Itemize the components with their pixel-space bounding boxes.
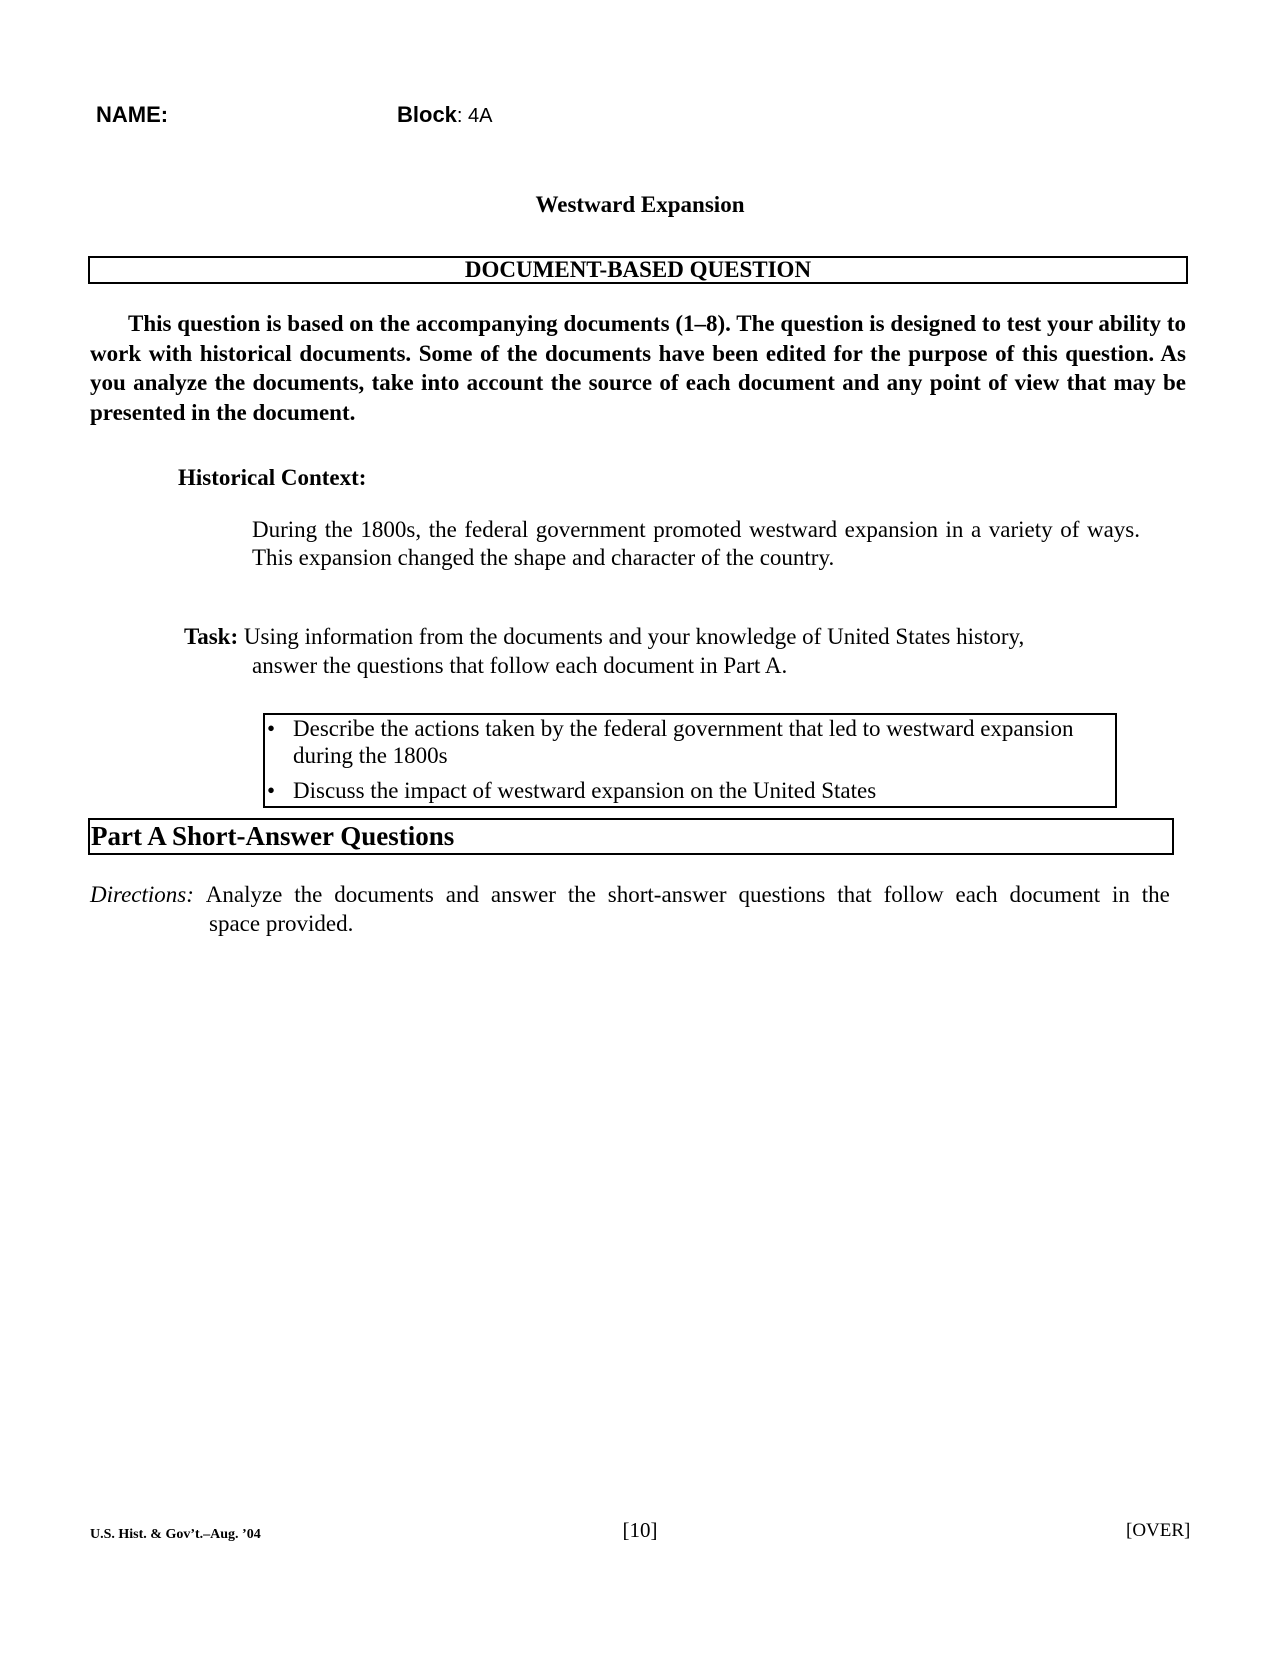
footer-over: [OVER]: [1126, 1520, 1191, 1541]
page-number: [10]: [622, 1518, 658, 1542]
bullet-icon: •: [267, 778, 276, 803]
footer-exam-id: U.S. Hist. & Gov’t.–Aug. ’04: [90, 1527, 261, 1542]
directions-line-1: [90, 881, 1170, 910]
task-bullet: [267, 777, 1113, 804]
historical-context-text: During the 1800s, the federal government promoted westward expansion in a variety of ways. This expansion changed the shape and character of the country.: [252, 517, 1140, 570]
directions-word: and: [445, 882, 479, 907]
block-label: Block: [397, 102, 457, 127]
historical-context-label: Historical Context:: [178, 465, 367, 490]
task-label: Task:: [184, 624, 239, 649]
task-paragraph: [184, 623, 1084, 680]
block-value: : 4A: [456, 105, 493, 127]
directions-word: document: [1009, 882, 1101, 907]
dbq-heading: DOCUMENT-BASED QUESTION: [88, 256, 1188, 284]
task-bullet-box: [263, 713, 1117, 808]
intro-paragraph: This question is based on the accompanying documents (1–8). The question is designed to test your ability to work with historical documents. Some of the documents have been edited for the purpose of this question. As you analyze the documents, take into account the source of each document and any point of view that may be presented in the document.: [90, 311, 1186, 425]
directions-word: Analyze: [205, 882, 283, 907]
directions-paragraph: [90, 881, 1170, 938]
directions-word: questions: [738, 882, 826, 907]
task-line-2: answer the questions that follow each document in Part A.: [252, 652, 788, 678]
part-a-heading: Part A Short-Answer Questions: [88, 818, 1174, 855]
directions-word: the: [294, 882, 323, 907]
bullet-text: Describe the actions taken by the federal government that led to westward expansion during the 1800s: [293, 716, 1074, 768]
directions-word: the: [567, 882, 596, 907]
directions-line-2: space provided.: [209, 910, 354, 936]
directions-word: in: [1112, 882, 1130, 907]
directions-word: each: [955, 882, 998, 907]
directions-word: documents: [334, 882, 434, 907]
block-field: [397, 102, 493, 128]
bullet-icon: •: [267, 716, 276, 741]
name-label: NAME:: [96, 102, 169, 127]
bullet-text: Discuss the impact of westward expansion on the United States: [293, 778, 877, 803]
directions-word: the: [1141, 882, 1170, 907]
directions-word: short-answer: [607, 882, 727, 907]
task-line-1: Using information from the documents and your knowledge of United States history,: [238, 624, 1025, 649]
page-title: Westward Expansion: [535, 192, 745, 217]
directions-word: answer: [490, 882, 556, 907]
directions-label: Directions:: [90, 882, 194, 907]
directions-word: that: [837, 882, 872, 907]
task-bullet: [267, 715, 1113, 769]
directions-word: follow: [883, 882, 944, 907]
